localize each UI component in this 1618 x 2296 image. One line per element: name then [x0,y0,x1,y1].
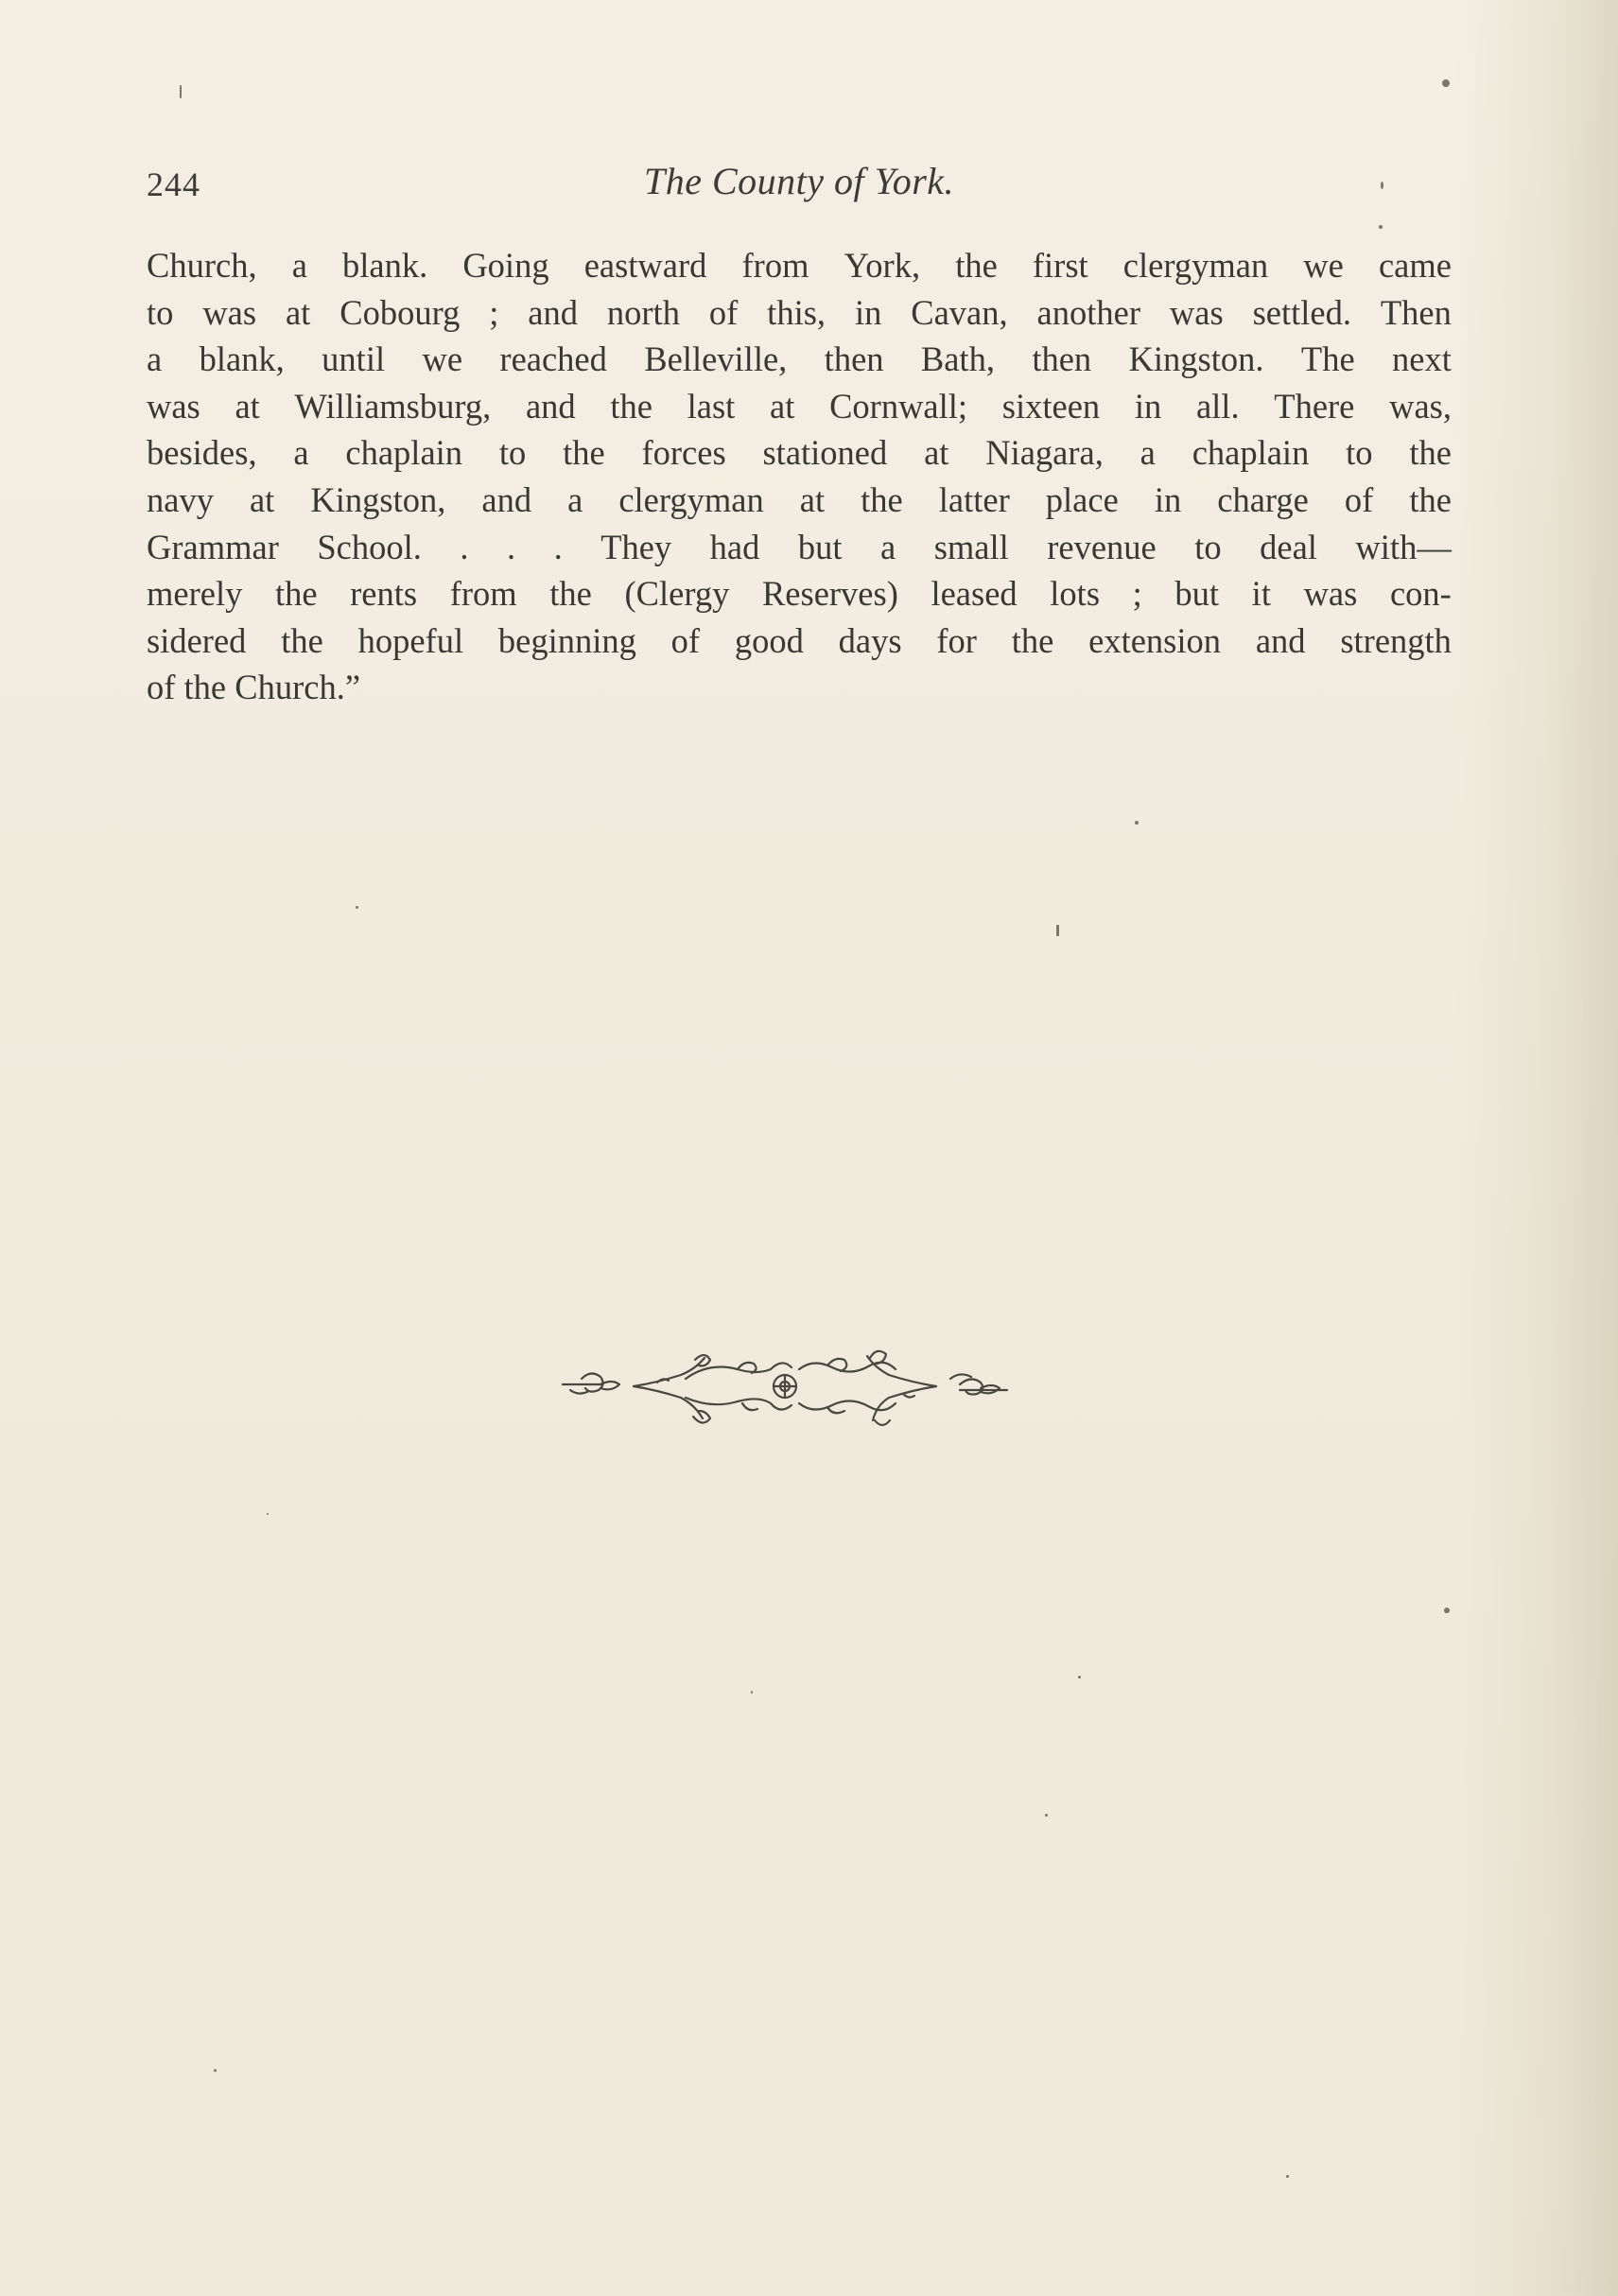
paper-speck [267,1513,269,1515]
paper-speck [356,906,358,909]
text-line: merely the rents from the (Clergy Reserves) leased lots ; but it was con- [147,574,1452,614]
paper-speck [1444,1608,1450,1613]
floral-scroll-ornament-icon [544,1341,1017,1435]
text-line: a blank, until we reached Belleville, then Bath, then Kingston. The next [147,339,1452,379]
paper-speck [1135,821,1139,825]
paper-speck [214,2069,217,2072]
text-line: of the Church.” [147,668,361,707]
paper-speck [1286,2175,1289,2178]
paper-speck [1442,79,1450,87]
text-line: navy at Kingston, and a clergyman at the latter place in charge of the [147,479,1452,519]
paper-speck [180,85,182,98]
paper-speck [1379,225,1383,229]
running-head [147,155,1452,212]
text-line: to was at Cobourg ; and north of this, in Cavan, another was settled. Then [147,292,1452,332]
body-paragraph [147,242,1452,711]
text-line: Grammar School. . . . They had but a small revenue to deal with— [147,527,1452,566]
paper-speck [1078,1676,1081,1679]
text-line: sidered the hopeful beginning of good days for the extension and strength [147,620,1452,660]
paper-speck [1056,925,1059,936]
paper-speck [1381,182,1383,189]
text-line: Church, a blank. Going eastward from York, the first clergyman we came [147,246,1452,285]
paper-speck [1045,1814,1048,1817]
page-number: 244 [147,165,200,203]
text-line: was at Williamsburg, and the last at Cornwall; sixteen in all. There was, [147,386,1452,426]
running-title: The County of York. [643,160,955,202]
text-line: besides, a chaplain to the forces stationed at Niagara, a chaplain to the [147,433,1452,473]
paper-speck [751,1691,753,1694]
